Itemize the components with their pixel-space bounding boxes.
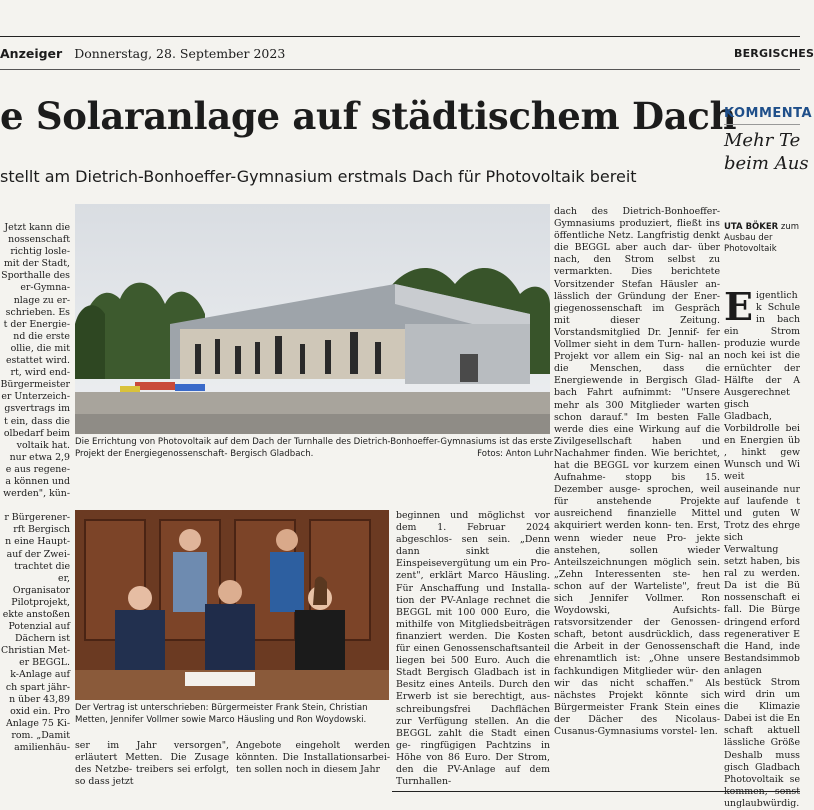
column-1-line: werden", kün- (3, 488, 70, 500)
column-1-line: Potenzial auf (8, 621, 70, 633)
column-1-line: er Unterzeich- (1, 391, 70, 403)
column-1-line: richtig losle- (10, 246, 70, 258)
column-1-line: gsvertrags im (4, 403, 70, 415)
column-1-line: nur etwa 2,9 (9, 451, 70, 463)
column-1-line: rft Bergisch (13, 524, 70, 536)
column-1-line: trachtet die (14, 560, 70, 572)
article-column-2: beginnen und möglichst vor dem 1. Februar 2024 abgeschlos- sen sein. „Denn dann sinkt die Einspeisevergütung um ein Pro- zent", erklärt Marco Häusling. Für Anschaffung und Installa- tion der PV-Anlage rechnet die BEGGL mit 100 000 Euro, die mithilfe von Mitgliedsbeiträgen finanziert werden. Die Kosten für einen Genossenschaftsanteil liegen bei 500 Euro. Auch die Stadt Bergisch Gladbach ist in Besitz eines Anteils. Durch den Erwerb ist sie berechtigt, aus- schreibungsfrei Dachflächen zur Verfügung stellen. An die BEGGL zahlt die Stadt einen ge- ringfügigen Pachtzins in Höhe von 86 Euro. Der Strom, den die PV-Anlage auf dem Turnhallen- (396, 510, 550, 788)
column-1-line: olbedarf beim (3, 427, 70, 439)
column-1-line: ekte anstoßen (2, 609, 70, 620)
column-1-line: n eine Haupt- (5, 536, 70, 548)
author-name: UTA BÖKER (724, 222, 779, 232)
kommentar-title-line2: beim Aus (724, 152, 809, 174)
kommentar-label: KOMMENTA (724, 106, 813, 121)
issue-date: Donnerstag, 28. September 2023 (74, 46, 286, 61)
caption-1-text: Die Errichtung von Photovoltaik auf dem Dach der Turnhalle des Dietrich-Bonhoeffer-Gymnasiums ist das erste Projekt der Energiegenossenschaft- Bergisch Gladbach. (75, 437, 552, 459)
column-1-line: k-Anlage auf (10, 669, 70, 681)
kommentar-title-line1: Mehr Te (724, 130, 801, 151)
column-1-line: r Bürgerener- (4, 512, 70, 524)
photo-vertrag (75, 510, 389, 700)
caption-photo-2: Der Vertrag ist unterschrieben: Bürgermeister Frank Stein, Christian Metten, Jennifer Vollmer sowie Marco Häusling und Ron Woydowski. (75, 703, 368, 725)
column-1-line: Christian Met- (1, 645, 70, 657)
column-1-line: rt, wird end- (10, 367, 70, 379)
article-column-bottom-2: Angebote eingeholt werden könnten. Die Installationsarbei- ten sollen noch in diesem Jahr (236, 740, 390, 776)
column-1-line: n über 43,89 (9, 693, 70, 705)
column-1-line: Anlage 75 Ki- (5, 717, 70, 729)
column-1-line: t der Energie- (3, 318, 70, 330)
column-1-line: Bürgermeister (0, 379, 70, 391)
author-suffix: zum (778, 222, 800, 232)
column-1-line: estattet wird. (5, 355, 70, 367)
photo-turnhalle (75, 204, 550, 434)
column-1-line: er-Gymna- (20, 282, 70, 294)
column-1-line: mit der Stadt, (3, 258, 70, 270)
column-1-line: a können und (5, 475, 70, 487)
subheadline: stellt am Dietrich-Bonhoeffer-Gymnasium erstmals Dach für Photovoltaik bereit (0, 167, 637, 186)
column-1-line: Sporthalle des (1, 270, 70, 282)
column-1-line: auf der Zwei- (6, 548, 70, 560)
section-label: BERGISCHES (734, 47, 814, 60)
article-column-3: dach des Dietrich-Bonhoeffer- Gymnasiums produziert, fließt ins öffentliche Netz. Langfristig denkt die BEGGL aber auch dar- über nach, den Strom selbst zu vermarkten. Dies berichtete Vorsitzender Stefan Häusler an- lässlich der Gründung der Ener- giegenossenschaft im Gespräch mit dieser Zeitung. Vorstandsmitglied Dr. Jennif- fer Vollmer sieht in dem Turn- hallen-Projekt vor allem ein Sig- nal an die Menschen, dass die Energiewende in Bergisch Glad- bach Fahrt aufnimmt: "Unsere mehr als 300 Mitglieder warten schon darauf." Im besten Falle werde dies eine Wirkung auf die Zivilgesellschaft haben und Nachahmer finden. Wie berichtet, hat die BEGGL vor kurzem einen Aufnahme- stopp bis 15. Dezember ausge- sprochen, weil für anstehende Projekte ausreichend finanzielle Mittel akquiriert werden konn- ten. Erst, wenn wieder neue Pro- jekte anstehen, sollen wieder Anteilszeichnungen möglich sein. „Zehn Interessenten ste- hen schon auf der Warteliste", freut sich Jennifer Vollmer. Ron Woydowski, Aufsichts- ratsvorsitzender der Genossen- schaft, betont ausdrücklich, dass die Arbeit in der Genossenschaft ehrenamtlich ist: „Ohne unsere fachkundigen Mitglieder wür- den wir das nicht schaffen." Als nächstes Projekt könnte sich Bürgermeister Frank Stein eines der Dächer des Nicolaus- Cusanus-Gymnasiums vorstel- len. (554, 206, 720, 738)
column-1-line: e aus regene- (5, 463, 70, 475)
column-1-line: er BEGGL. (19, 657, 70, 669)
kommentar-title (724, 130, 809, 175)
column-1-line: nlage zu er- (13, 294, 70, 306)
column-1-line: amilienhäu- (14, 742, 70, 754)
masthead (0, 46, 285, 61)
photo-credit: Fotos: Anton Luhr (477, 448, 553, 459)
kommentar-text (724, 284, 800, 810)
paper-name: Anzeiger (0, 46, 63, 61)
author-topic: Ausbau der Photovoltaik (724, 233, 777, 255)
column-1-line: Jetzt kann die (4, 222, 70, 233)
column-1-line: Dächern ist (14, 633, 70, 645)
kommentar-dropcap: E (724, 284, 753, 329)
column-1-line (0, 500, 70, 512)
column-1-line: ollie, die mit (10, 342, 70, 354)
caption-photo-1 (75, 437, 553, 460)
column-1-line: nd die erste (13, 330, 70, 342)
masthead-rule (0, 69, 800, 70)
column-1-line: schrieben. Es (5, 306, 70, 318)
article-column-1 (0, 222, 70, 754)
headline: e Solaranlage auf städtischem Dach (0, 94, 737, 138)
column-1-line: rom. „Damit (11, 729, 70, 741)
column-1-line: t ein, dass die (3, 415, 70, 427)
column-1-line: nossenschaft (8, 234, 70, 246)
column-1-line: Pilotprojekt, (11, 596, 70, 608)
column-1-line: er, Organisator (12, 572, 70, 596)
kommentar-author (724, 222, 800, 255)
column-1-line: oxid ein. Pro (10, 705, 70, 717)
top-rule (0, 36, 800, 37)
kommentar-body: igentlich k Schule in bach ein Strom produzie wurde noch kei ist die ernüchter der Hälfte der A Ausgerechnet gisch Gladbach, Vorbildrolle bei en Energien üb , hinkt gew Wunsch und Wi weit auseinande nur auf laufende t und guten W Trotz des ehrge sich Verwaltung setzt haben, bis ral zu werden. Da ist die Bü nossenschaft ei fall. Die Bürge dringend erford regenerativer E die Hand, inde Bestandsimmob anlagen bestück Strom wird drin um die Klimazie Dabei ist die En schaft aktuell lässliche Größe Deshalb muss gisch Gladbach Photovoltaik se kommen, sonst unglaubwürdig. (724, 290, 800, 809)
kommentar-rule (724, 124, 800, 125)
article-column-bottom-1: ser im Jahr versorgen", erläutert Metten. Die Zusage des Netzbe- treibers sei erfolgt, so dass jetzt (75, 740, 229, 788)
column-1-line: ch spart jähr- (5, 681, 70, 693)
column-1-line: voltaik hat. (16, 439, 70, 451)
